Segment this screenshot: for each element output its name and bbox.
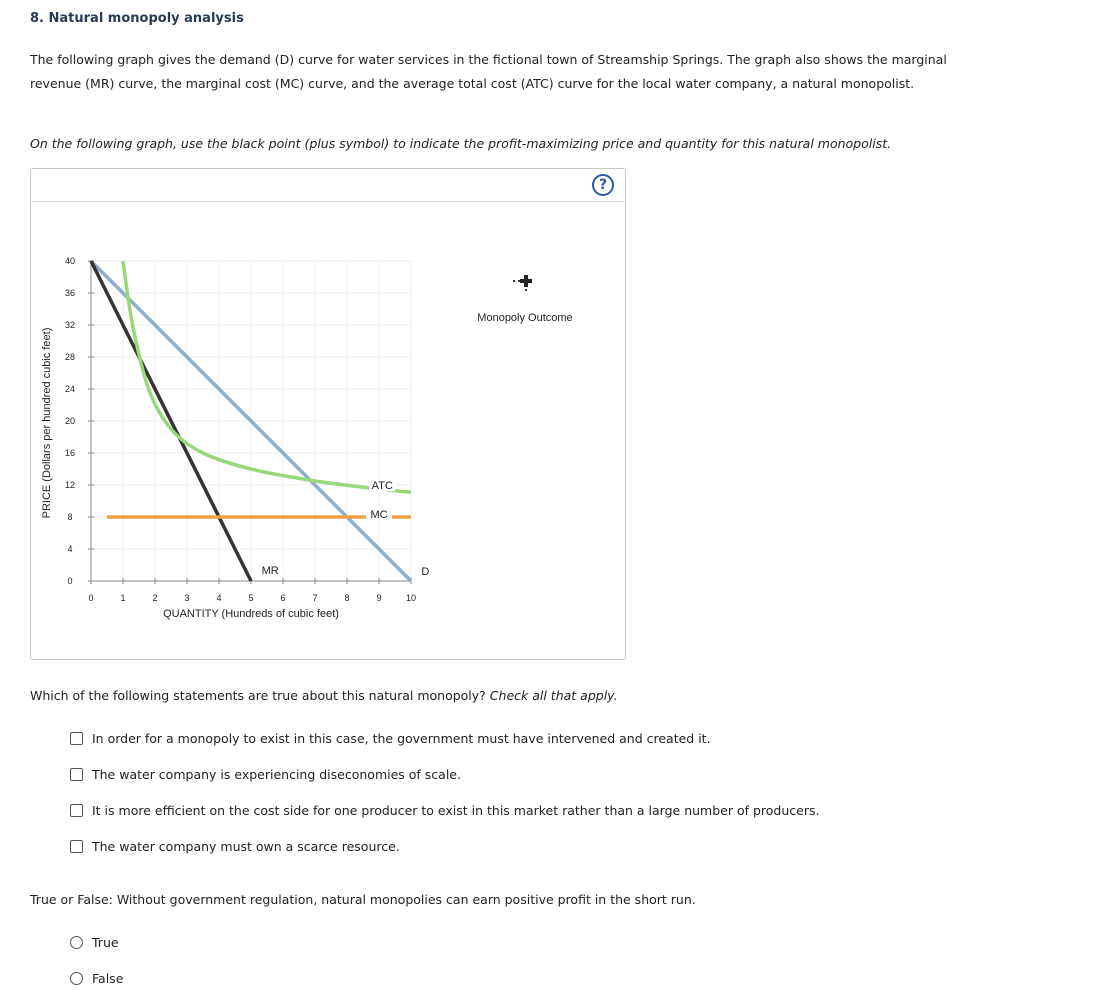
series-label-mr: MR xyxy=(261,565,279,577)
x-tick-label: 2 xyxy=(152,593,158,603)
radio-button[interactable] xyxy=(70,972,83,985)
radio-button[interactable] xyxy=(70,936,83,949)
x-tick-label: 10 xyxy=(405,593,417,603)
radio-label: True xyxy=(92,935,119,950)
checkbox-option-3[interactable] xyxy=(70,803,819,818)
series-label-mc: MC xyxy=(370,509,388,521)
graph-instruction: On the following graph, use the black point (plus symbol) to indicate the profit-maximizing price and quantity for this natural monopolist. xyxy=(30,136,892,151)
series-label-atc: ATC xyxy=(371,480,393,493)
x-tick-label: 0 xyxy=(88,593,94,603)
x-axis-label: QUANTITY (Hundreds of cubic feet) xyxy=(163,608,339,620)
chart-axes xyxy=(88,261,411,584)
radio-option-true[interactable] xyxy=(70,935,119,950)
y-tick-label: 36 xyxy=(64,288,76,298)
checkbox[interactable] xyxy=(70,840,83,853)
x-tick-label: 9 xyxy=(376,593,382,603)
y-tick-label: 8 xyxy=(67,512,73,522)
x-tick-label: 4 xyxy=(216,593,222,603)
y-axis-label: PRICE (Dollars per hundred cubic feet) xyxy=(41,327,53,519)
y-tick-label: 12 xyxy=(64,480,76,490)
radio-label: False xyxy=(92,971,124,986)
y-tick-label: 28 xyxy=(64,352,76,362)
x-tick-label: 5 xyxy=(248,593,254,603)
y-tick-label: 0 xyxy=(67,576,73,586)
question1-text: Which of the following statements are true about this natural monopoly? xyxy=(30,688,486,703)
x-tick-label: 6 xyxy=(280,593,286,603)
y-tick-label: 16 xyxy=(64,448,76,458)
intro-line-2: revenue (MR) curve, the marginal cost (MC) curve, and the average total cost (ATC) curve for the local water company, a natural monopolist. xyxy=(30,76,915,91)
x-tick-label: 3 xyxy=(184,593,190,603)
x-tick-label: 8 xyxy=(344,593,350,603)
help-icon[interactable]: ? xyxy=(592,174,614,196)
y-tick-label: 20 xyxy=(64,416,76,426)
checkbox-option-1[interactable] xyxy=(70,731,711,746)
question2-prompt: True or False: Without government regulation, natural monopolies can earn positive profit in the short run. xyxy=(30,892,696,907)
monopoly-outcome-label: Monopoly Outcome xyxy=(477,312,573,324)
checkbox[interactable] xyxy=(70,732,83,745)
option-label: In order for a monopoly to exist in this case, the government must have intervened and created it. xyxy=(92,731,711,746)
series-label-d: D xyxy=(421,565,430,578)
monopoly-outcome-tool[interactable] xyxy=(513,275,532,291)
checkbox[interactable] xyxy=(70,768,83,781)
checkbox[interactable] xyxy=(70,804,83,817)
option-label: The water company is experiencing diseconomies of scale. xyxy=(92,767,461,782)
checkbox-option-4[interactable] xyxy=(70,839,400,854)
y-tick-label: 32 xyxy=(64,320,76,330)
checkbox-option-2[interactable] xyxy=(70,767,461,782)
y-tick-label: 24 xyxy=(64,384,76,394)
option-label: The water company must own a scarce resource. xyxy=(92,839,400,854)
y-tick-label: 4 xyxy=(67,544,73,554)
option-label: It is more efficient on the cost side for one producer to exist in this market rather than a large number of producers. xyxy=(92,803,820,818)
x-tick-label: 7 xyxy=(312,593,318,603)
series-atc-curve xyxy=(123,261,411,492)
question1-prompt xyxy=(30,688,618,703)
y-tick-label: 40 xyxy=(64,256,76,266)
section-title: 8. Natural monopoly analysis xyxy=(30,11,244,26)
question1-hint: Check all that apply. xyxy=(489,688,618,703)
x-tick-label: 1 xyxy=(120,593,126,603)
intro-line-1: The following graph gives the demand (D) curve for water services in the fictional town of Streamship Springs. The graph also shows the marginal xyxy=(30,52,947,67)
radio-option-false[interactable] xyxy=(70,971,123,986)
